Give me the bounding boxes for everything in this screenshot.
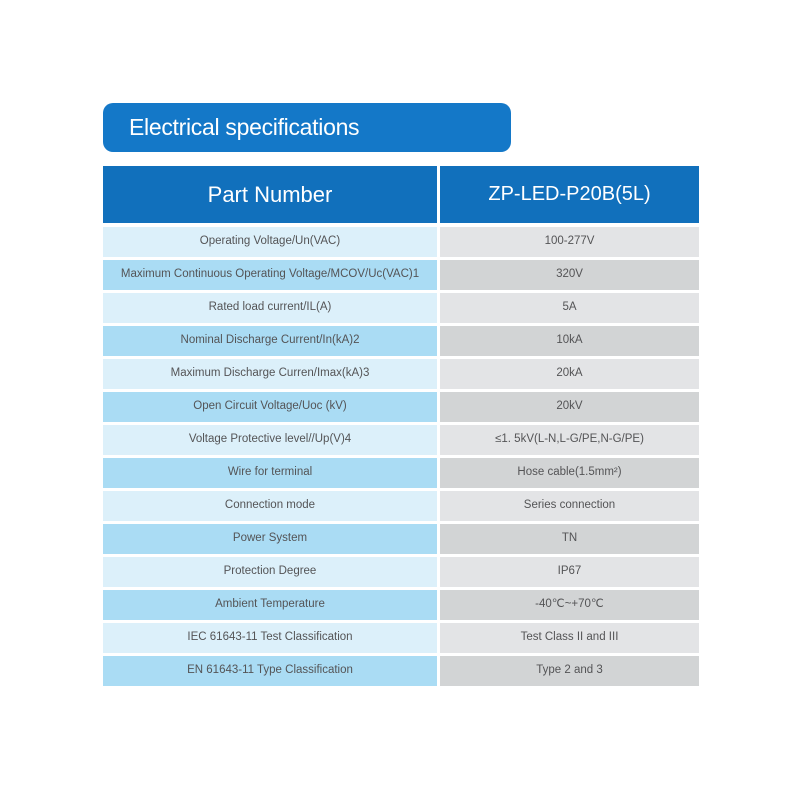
table-row (103, 557, 699, 587)
spec-value-cell: IP67 (440, 557, 699, 587)
table-row (103, 491, 699, 521)
spec-label-cell: Maximum Continuous Operating Voltage/MCOV/Uc(VAC)1 (103, 260, 437, 290)
spec-value-cell: Series connection (440, 491, 699, 521)
col-header-part-number-value: ZP-LED-P20B(5L) (440, 166, 699, 223)
spec-value-cell: Type 2 and 3 (440, 656, 699, 686)
table-row (103, 590, 699, 620)
table-row (103, 392, 699, 422)
col-header-part-number: Part Number (103, 166, 437, 223)
spec-label-cell: Voltage Protective level//Up(V)4 (103, 425, 437, 455)
spec-label-cell: IEC 61643-11 Test Classification (103, 623, 437, 653)
table-row (103, 227, 699, 257)
spec-label-cell: Operating Voltage/Un(VAC) (103, 227, 437, 257)
spec-label-cell: Connection mode (103, 491, 437, 521)
section-banner (103, 103, 511, 152)
spec-value-cell: 100-277V (440, 227, 699, 257)
spec-value-cell: 10kA (440, 326, 699, 356)
spec-label-cell: Wire for terminal (103, 458, 437, 488)
table-row (103, 326, 699, 356)
section-banner-title: Electrical specifications (129, 114, 360, 140)
spec-label-cell: EN 61643-11 Type Classification (103, 656, 437, 686)
spec-table (103, 166, 699, 689)
table-row (103, 656, 699, 686)
table-row (103, 524, 699, 554)
table-row (103, 425, 699, 455)
table-row (103, 359, 699, 389)
table-row (103, 623, 699, 653)
spec-value-cell: 320V (440, 260, 699, 290)
spec-table-body (103, 227, 699, 686)
spec-value-cell: Hose cable(1.5mm²) (440, 458, 699, 488)
spec-value-cell: 5A (440, 293, 699, 323)
table-row (103, 260, 699, 290)
spec-value-cell: -40℃~+70℃ (440, 590, 699, 620)
spec-value-cell: ≤1. 5kV(L-N,L-G/PE,N-G/PE) (440, 425, 699, 455)
spec-value-cell: Test Class II and III (440, 623, 699, 653)
spec-value-cell: TN (440, 524, 699, 554)
spec-label-cell: Maximum Discharge Curren/Imax(kA)3 (103, 359, 437, 389)
spec-label-cell: Protection Degree (103, 557, 437, 587)
spec-label-cell: Ambient Temperature (103, 590, 437, 620)
spec-label-cell: Open Circuit Voltage/Uoc (kV) (103, 392, 437, 422)
table-row (103, 293, 699, 323)
spec-value-cell: 20kV (440, 392, 699, 422)
spec-table-header-row (103, 166, 699, 223)
spec-label-cell: Nominal Discharge Current/In(kA)2 (103, 326, 437, 356)
table-row (103, 458, 699, 488)
spec-value-cell: 20kA (440, 359, 699, 389)
spec-label-cell: Power System (103, 524, 437, 554)
spec-label-cell: Rated load current/IL(A) (103, 293, 437, 323)
